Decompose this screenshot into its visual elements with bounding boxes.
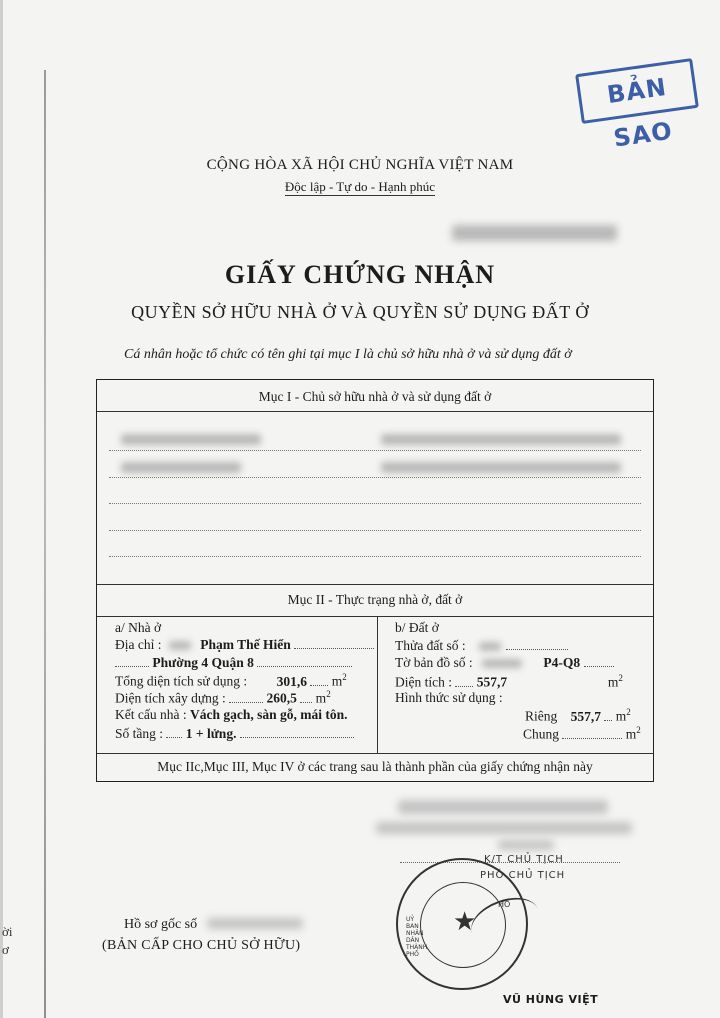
area-unit-sup: 2 (626, 707, 631, 717)
footer-note: Mục IIc,Mục III, Mục IV ở các trang sau là thành phần của giấy chứng nhận này (157, 759, 593, 774)
address-line2-value: Phường 4 Quận 8 (152, 655, 254, 670)
total-area-row (115, 672, 347, 690)
divider (97, 584, 653, 585)
document-subtitle: QUYỀN SỞ HỮU NHÀ Ở VÀ QUYỀN SỬ DỤNG ĐẤT Ở (131, 302, 589, 322)
address-label: Địa chỉ : (115, 637, 162, 652)
house-address-line2 (115, 654, 352, 671)
plot-number-redacted (479, 642, 501, 651)
dotted-fill (257, 654, 352, 667)
dotted-fill (310, 673, 328, 686)
dotted-line (109, 503, 641, 504)
kt-chairman: K/T CHỦ TỊCH (484, 854, 564, 865)
area-unit: m (607, 674, 619, 690)
issuer-code-redacted (498, 840, 554, 850)
dotted-line (109, 556, 641, 557)
serial-number-redacted (452, 225, 617, 241)
shared-label: Chung (523, 726, 560, 742)
dotted-line (109, 450, 641, 451)
usage-label: Hình thức sử dụng : (395, 690, 503, 705)
private-label: Riêng (525, 708, 558, 724)
intro-text: Cá nhân hoặc tổ chức có tên ghi tại mục I là chủ sở hữu nhà ở và sử dụng đất ở (124, 347, 572, 362)
area-unit: m (625, 726, 637, 742)
motto (0, 179, 720, 195)
issuer-line-redacted (376, 822, 632, 834)
motto-text: Độc lập - Tự do - Hạnh phúc (284, 179, 436, 194)
built-area-row (115, 689, 331, 707)
signer-name: VŨ HÙNG VIỆT (503, 993, 599, 1006)
seal-text-right: HỒ (498, 900, 511, 909)
area-unit: m (615, 708, 627, 724)
edge-text-1: ời (2, 924, 13, 939)
land-area-label: Diện tích : (395, 674, 452, 690)
plot-label: Thửa đất số : (395, 638, 466, 653)
divider (97, 411, 653, 412)
land-area-row (395, 673, 623, 691)
map-number-redacted (482, 659, 522, 668)
land-heading: b/ Đất ở (395, 620, 439, 635)
divider (97, 616, 653, 617)
map-label: Tờ bản đồ số : (395, 655, 473, 670)
certificate-frame (96, 379, 654, 782)
dotted-fill (166, 725, 182, 738)
edge-text-2: ơ (2, 942, 9, 957)
dotted-fill (240, 725, 354, 738)
dotted-fill (300, 690, 312, 703)
area-unit: m (331, 673, 343, 689)
house-number-redacted (169, 641, 191, 650)
area-unit-sup: 2 (342, 672, 347, 682)
nation-header: CỘNG HÒA XÃ HỘI CHỦ NGHĨA VIỆT NAM (206, 157, 514, 173)
dotted-fill (294, 636, 374, 649)
map-value: P4-Q8 (543, 655, 581, 670)
house-address-row (115, 636, 374, 653)
copy-for-owner: (BẢN CẤP CHO CHỦ SỞ HỮU) (102, 938, 301, 953)
area-unit: m (315, 690, 327, 706)
divider (97, 753, 653, 754)
scan-left-edge (0, 0, 3, 1018)
dotted-fill (115, 654, 149, 667)
record-number-row (124, 917, 303, 933)
dotted-fill (229, 690, 263, 703)
total-area-label: Tổng diện tích sử dụng : (115, 673, 248, 689)
map-row (395, 654, 614, 671)
built-area-label: Diện tích xây dựng : (115, 690, 226, 706)
vice-chairman-title: PHÓ CHỦ TỊCH (480, 870, 566, 881)
house-heading: a/ Nhà ở (115, 620, 162, 635)
page-fold-line (44, 70, 46, 1018)
dotted-fill (455, 674, 473, 687)
land-area-value: 557,7 (476, 674, 508, 690)
dotted-line (109, 530, 641, 531)
built-area-value: 260,5 (266, 690, 297, 706)
dotted-fill (584, 654, 614, 667)
owner2-id-redacted (381, 462, 621, 473)
copy-stamp: BẢN SAO (575, 58, 699, 124)
dotted-line (109, 477, 641, 478)
section2-heading: Mục II - Thực trạng nhà ở, đất ở (287, 592, 463, 607)
document-title: GIẤY CHỨNG NHẬN (224, 260, 496, 289)
dotted-fill (506, 637, 568, 650)
floors-row (115, 725, 354, 742)
floors-label: Số tầng : (115, 726, 164, 741)
address-value: Phạm Thế Hiển (200, 637, 291, 652)
record-number-redacted (207, 918, 303, 929)
section1-heading: Mục I - Chủ sở hữu nhà ở và sử dụng đất ở (258, 389, 492, 404)
seal-text-left: UỶ BAN NHÂN DÂN THÀNH PHỐ (406, 916, 428, 958)
dotted-fill (562, 726, 622, 739)
record-label: Hồ sơ gốc số (124, 917, 198, 932)
area-unit-sup: 2 (618, 673, 623, 683)
shared-row (523, 725, 641, 743)
private-value: 557,7 (570, 708, 601, 724)
owner1-id-redacted (381, 434, 621, 445)
owner2-name-redacted (121, 462, 241, 473)
owner1-name-redacted (121, 434, 261, 445)
area-unit-sup: 2 (636, 725, 641, 735)
structure-value: Vách gạch, sàn gỗ, mái tôn. (189, 707, 348, 722)
floors-value: 1 + lửng. (185, 726, 237, 741)
column-divider (377, 617, 378, 753)
private-row (525, 707, 631, 725)
structure-label: Kết cấu nhà : (115, 707, 187, 722)
structure-row (115, 707, 347, 723)
plot-row (395, 637, 568, 654)
total-area-value: 301,6 (276, 673, 307, 689)
dotted-fill (604, 708, 612, 721)
issue-date-redacted (398, 800, 608, 814)
star-emblem-icon: ★ (453, 907, 477, 936)
area-unit-sup: 2 (326, 689, 331, 699)
